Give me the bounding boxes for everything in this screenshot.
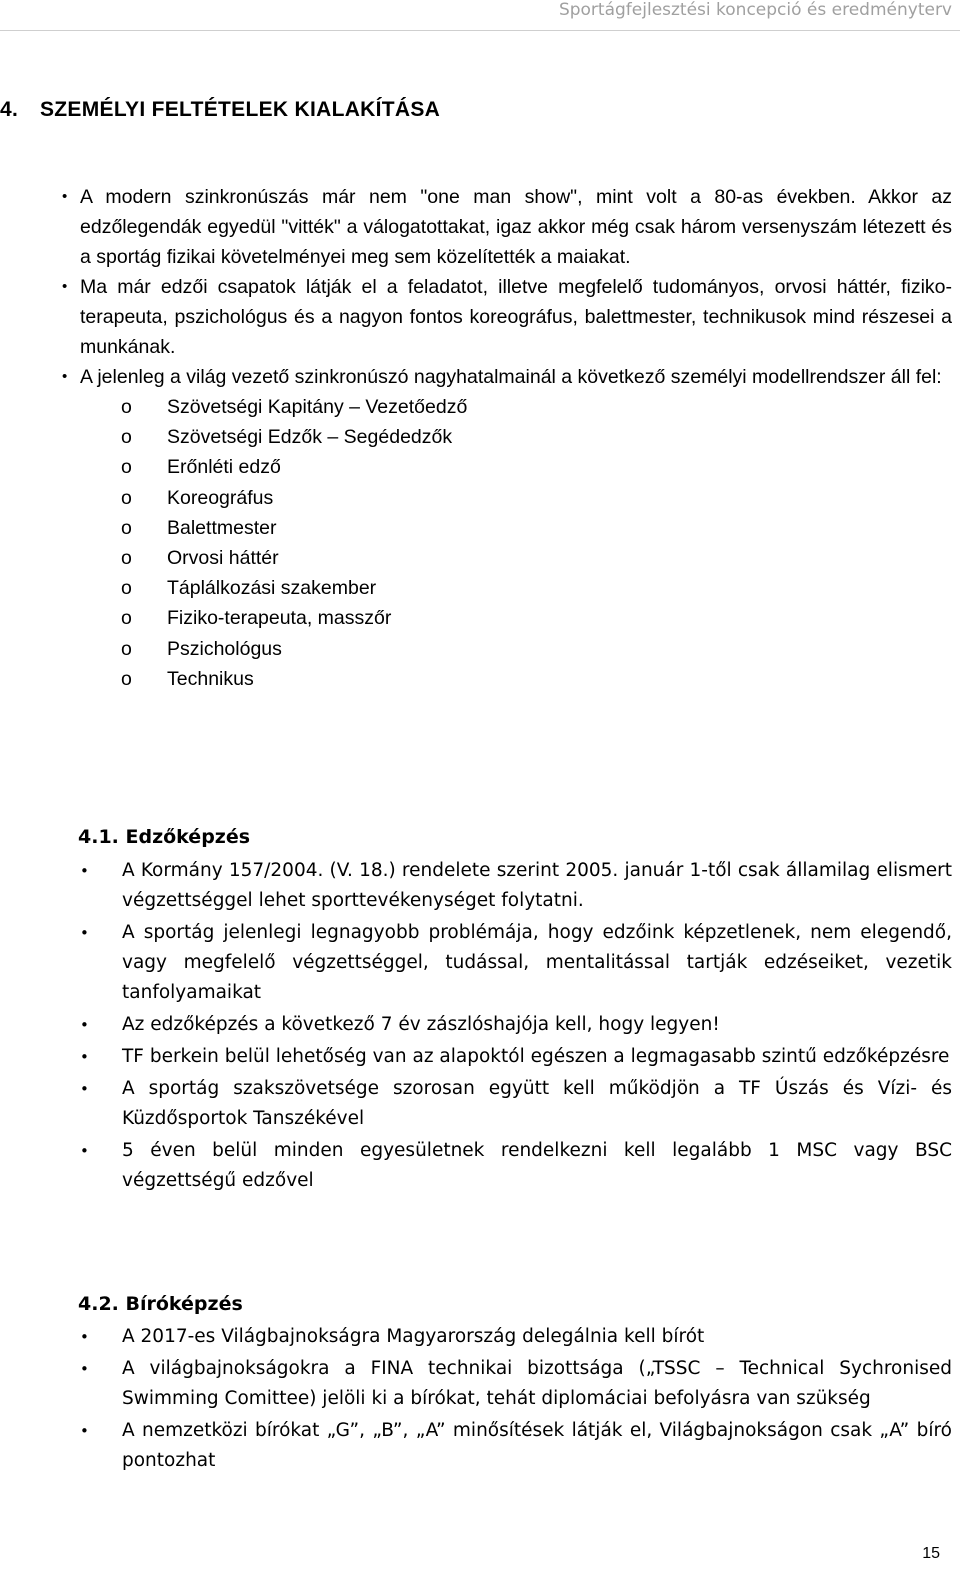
sub-bullet-marker: o [121,637,132,660]
role-label: Erőnléti edző [167,456,281,479]
list-item-text: A 2017-es Világbajnokságra Magyarország delegálnia kell bírót [122,1326,705,1347]
sub-bullet-marker: o [121,607,132,630]
bullet-icon: • [80,1328,89,1346]
role-label: Fiziko-terapeuta, masszőr [167,607,392,630]
bullet-icon: • [62,188,68,205]
section-title [0,98,440,122]
sub-bullet-marker: o [121,456,132,479]
coach-training-list [0,856,960,1196]
list-item-text: A nemzetközi bírókat „G”, „B”, „A” minősítések látják el, Világbajnokságon csak „A” bíró pontozhat [122,1420,952,1471]
sub-bullet-marker: o [121,577,132,600]
list-item [0,603,960,633]
list-item-text: A modern szinkronúszás már nem "one man show", mint volt a 80-as években. Akkor az edzőlegendák egyedül "vitték" a válogatottakat, igaz akkor még csak három versenyszám létezett és a sportág fizikai követelményei meg sem közelítették a maiakat. [80,186,952,268]
model-role-list [0,392,960,694]
main-bullet-list [0,182,960,694]
list-item [0,1010,960,1040]
list-item [0,918,960,1008]
list-item [0,483,960,513]
list-item [0,1416,960,1476]
list-item [0,182,960,272]
list-item [0,392,960,422]
list-item [0,1322,960,1352]
sub-bullet-marker: o [121,667,132,690]
bullet-icon: • [80,862,89,880]
list-item-text: A sportág szakszövetsége szorosan együtt kell működjön a TF Úszás és Vízi- és Küzdősportok Tanszékével [122,1078,952,1129]
section-title-text: SZEMÉLYI FELTÉTELEK KIALAKÍTÁSA [40,98,441,121]
bullet-icon: • [80,1080,89,1098]
running-header: Sportágfejlesztési koncepció és eredményterv [558,0,952,20]
referee-training-list [0,1322,960,1476]
header-divider [0,30,960,31]
list-item [0,664,960,694]
list-item-text: 5 éven belül minden egyesületnek rendelkezni kell legalább 1 MSC vagy BSC végzettségű edzővel [122,1140,952,1191]
sub-bullet-marker: o [121,426,132,449]
list-item [0,1136,960,1196]
subsection-title-referee-training: 4.2. Bíróképzés [78,1293,243,1315]
list-item [0,573,960,603]
list-item-text: Ma már edzői csapatok látják el a feladatot, illetve megfelelő tudományos, orvosi háttér, fiziko-terapeuta, pszichológus és a nagyon fontos koreográfus, balettmester, technikusok mind részesei a munkának. [80,276,952,358]
list-item-text: A világbajnokságokra a FINA technikai bizottsága („TSSC – Technical Sychronised Swimming Comittee) jelöli ki a bírókat, tehát diplomáciai befolyásra van szükség [122,1358,952,1409]
list-item-text: A jelenleg a világ vezető szinkronúszó nagyhatalmainál a következő személyi modellrendszer áll fel: [80,366,942,388]
list-item [0,422,960,452]
bullet-icon: • [62,368,68,385]
page-number: 15 [922,1545,940,1562]
list-item [0,543,960,573]
role-label: Technikus [167,667,254,690]
list-item [0,272,960,362]
sub-bullet-marker: o [121,516,132,539]
section-number: 4. [0,98,19,121]
bullet-icon: • [80,1422,89,1440]
bullet-icon: • [62,278,68,295]
role-label: Szövetségi Kapitány – Vezetőedző [167,396,468,418]
list-item [0,1354,960,1414]
list-item [0,513,960,543]
list-item-text: A sportág jelenlegi legnagyobb problémája, hogy edzőink képzetlenek, nem elegendő, vagy megfelelő végzettséggel, tudással, mentalitással tartják edzéseiket, vezetik tanfolyamaikat [122,922,952,1003]
sub-bullet-marker: o [121,547,132,570]
bullet-icon: • [80,1048,89,1066]
list-item-text: A Kormány 157/2004. (V. 18.) rendelete szerint 2005. január 1-től csak államilag elismert végzettséggel lehet sporttevékenységet folytatni. [122,860,952,911]
sub-bullet-marker: o [121,486,132,509]
bullet-icon: • [80,924,89,942]
bullet-icon: • [80,1016,89,1034]
list-item [0,1042,960,1072]
list-item-text: TF berkein belül lehetőség van az alapoktól egészen a legmagasabb szintű edzőképzésre [122,1046,950,1067]
role-label: Balettmester [167,516,277,539]
list-item-text: Az edzőképzés a következő 7 év zászlóshajója kell, hogy legyen! [122,1014,720,1035]
bullet-icon: • [80,1142,89,1160]
subsection-title-coach-training: 4.1. Edzőképzés [78,826,251,848]
role-label: Szövetségi Edzők – Segédedzők [167,426,453,449]
sub-bullet-marker: o [121,396,132,418]
list-item [0,856,960,916]
list-item [0,1074,960,1134]
role-label: Orvosi háttér [167,547,279,570]
bullet-icon: • [80,1360,89,1378]
role-label: Pszichológus [167,637,282,660]
list-item [0,362,960,392]
role-label: Koreográfus [167,486,274,509]
role-label: Táplálkozási szakember [167,577,377,600]
list-item [0,634,960,664]
list-item [0,452,960,482]
